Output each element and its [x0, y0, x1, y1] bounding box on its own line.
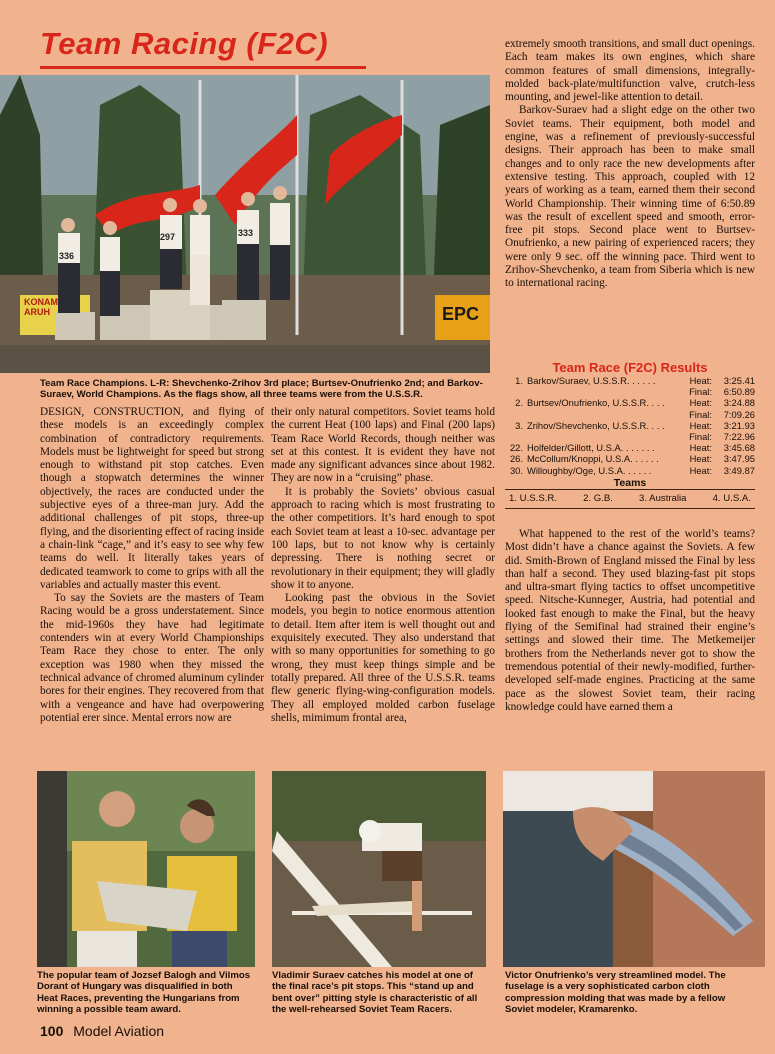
table-row: 30. Willoughby/Oge, U.S.A. . . . . . Heat: 3:49.87	[509, 464, 755, 476]
paragraph: their only natural competitors. Soviet teams hold the current Heat (100 laps) and Final (200 laps) Team Race World Records, though neither was set at this contest. It is evident they have not made any significant advances since about 1982. They are now in a “cruising” phase.	[271, 406, 495, 485]
table-row: Final: 7:22.96	[689, 431, 755, 443]
hungarian-team-photo	[37, 771, 255, 967]
paragraph: Barkov-Suraev had a slight edge on the other two Soviet teams. Their equipment, both model and engine, was a refinement of previously-successful designs. Their approach has been to make small changes and to only race the new developments after extensive testing. This approach, coupled with 12 years of working as a team, earned them their second World Championship. Their winning time of 6:50.89 was the result of excellent speed and smooth, error-free pit stops. Second place went to Burtsev-Onufrienko, a new pairing of experienced racers; they were only 9 sec. off the winning pace. Third went to Zrihov-Shevchenko, a team from Siberia which is new to international racing.	[505, 104, 755, 290]
teams-list	[505, 490, 755, 504]
paragraph: Looking past the obvious in the Soviet models, you begin to notice enormous attention to detail. Item after item is well thought out and exquisitely executed. They also understand that with so many opportunities for something to go wrong, they must keep things simple and be totally prepared. All three of the U.S.S.R. teams flew generic flying-wing-configuration models. They all employed molded carbon fuselage shells, mimimum frontal area,	[271, 592, 495, 724]
team-entry: 3. Australia	[639, 493, 687, 505]
team-entry: 4. U.S.A.	[712, 493, 751, 505]
podium-bib-1st: 297	[160, 232, 176, 242]
hungarian-team-caption: The popular team of Jozsef Balogh and Vilmos Dorant of Hungary was disqualified in both Heat Races, preventing the Hungarians from winning a possible team award.	[37, 970, 251, 1016]
page-number: 100	[40, 1023, 64, 1039]
pit-stop-caption: Vladimir Suraev catches his model at one of the final race’s pit stops. This “stand up and bent over” pitting style is characteristic of all the well-rehearsed Soviet Team Racers.	[272, 970, 478, 1016]
table-row: Final: 6:50.89	[689, 386, 755, 398]
team-entry: 2. G.B.	[583, 493, 613, 505]
page-footer	[40, 1023, 164, 1039]
article-title: Team Racing (F2C)	[40, 26, 329, 61]
main-photo-caption: Team Race Champions. L-R: Shevchenko-Zrihov 3rd place; Burtsev-Onufrienko 2nd; and Barkov-Suraev, World Champions. As the flags show, all three teams were from the U.S.S.R.	[40, 378, 483, 401]
table-row: 3. Zrihov/Shevchenko, U.S.S.R. . . . Heat: 3:21.93	[515, 419, 755, 431]
paragraph: What happened to the rest of the world’s teams? Most didn’t have a chance against the Soviets. A few did. Smith-Brown of England missed the Final by less than half a second. They used blazing-fast pit stops and ultra-smart flying tactics to offset uncompetitive speed. Nitsche-Kunneger, Austria, had potential and looked fast enough to make the Final, but the heavy flying of the Semifinal had strained their engine’s settings and slowed their time. The Metkemeijer brothers from the Netherlands never got to show the tremendous potential of their newly-modified, further-developed self-made engines. Practicing at the same pace as the slowest Soviet team, their racing knowledge could have earned them a	[505, 528, 755, 713]
divider	[505, 508, 755, 509]
paragraph: DESIGN, CONSTRUCTION, and flying of these models is an exceedingly complex combination of contradictory requirements. Models must be lightweight for speed but strong enough to withstand pit stop catches. Even though a stopwatch determines the winner objectively, the races are conducted under the subjective eyes of a three-man jury. Add the additional challenges of pit stops, three-up flying, and the disorienting effect of racing inside a chain-link “cage,” and it’s easy to see why few teams do well. It literally takes years of dedicated teamwork to come to grips with all the variables and actually master this event.	[40, 406, 264, 591]
body-column-1	[40, 406, 264, 725]
streamlined-model-caption: Victor Onufrienko’s very streamlined model. The fuselage is a very sophisticated carbon cloth compression molding that was made by a fellow Soviet modeler, Kramarenko.	[505, 970, 726, 1016]
podium-bib-2nd: 333	[238, 228, 254, 238]
sponsor-sign-right: EPC	[442, 304, 480, 324]
team-entry: 1. U.S.S.R.	[509, 493, 557, 505]
podium-photo	[0, 75, 490, 373]
body-column-2	[271, 406, 495, 725]
teams-heading: Teams	[613, 476, 647, 489]
table-row: Final: 7:09.26	[689, 408, 755, 420]
paragraph: extremely smooth transitions, and small duct openings. Each team makes its own engines, which share common features of small dimensions, integrally-molded back-plate/multifunction valve, crutch-less mounting, and jewel-like attention to detail.	[505, 38, 755, 104]
magazine-name: Model Aviation	[73, 1023, 165, 1039]
results-title: Team Race (F2C) Results	[552, 360, 708, 375]
table-row: 1. Barkov/Suraev, U.S.S.R. . . . . . Heat: 3:25.41	[515, 375, 755, 386]
body-column-3	[505, 528, 755, 714]
results-table	[505, 375, 755, 509]
top-right-column	[505, 38, 755, 291]
table-row: 2. Burtsev/Onufrienko, U.S.S.R. . . . Heat: 3:24.88	[515, 397, 755, 409]
streamlined-model-photo	[503, 771, 765, 967]
title-underline	[40, 66, 366, 69]
paragraph: To say the Soviets are the masters of Team Racing would be a gross understatement. Since the mid-1960s they have had legitimate contenders win at every World Championships Team Race they chose to enter. The only exception was 1980 when they missed the technical advance of chromed aluminum cylinder bores for their engines. They recovered from that with a vengeance and have had overpowering potential erer since. Mental errors now are	[40, 592, 264, 724]
pit-stop-photo	[272, 771, 486, 967]
podium-bib-3rd: 336	[59, 251, 75, 261]
paragraph: It is probably the Soviets’ obvious casual approach to racing which is most frustrating to the other competitiors. It’s hard enough to spot each Soviet team at least a 10-sec. advantage per 100 laps, but to not know why is certainly depressing. There is nothing secret or revolutionary in their equipment; they will gladly show it to anyone.	[271, 485, 495, 591]
table-row: 26. McCollum/Knoppi, U.S.A. . . . . . Heat: 3:47.95	[509, 453, 755, 465]
sponsor-sign-left: KONAM ARUH	[24, 297, 58, 317]
table-row: 22. Holfelder/Gillott, U.S.A. . . . . . . Heat: 3:45.68	[509, 442, 755, 454]
